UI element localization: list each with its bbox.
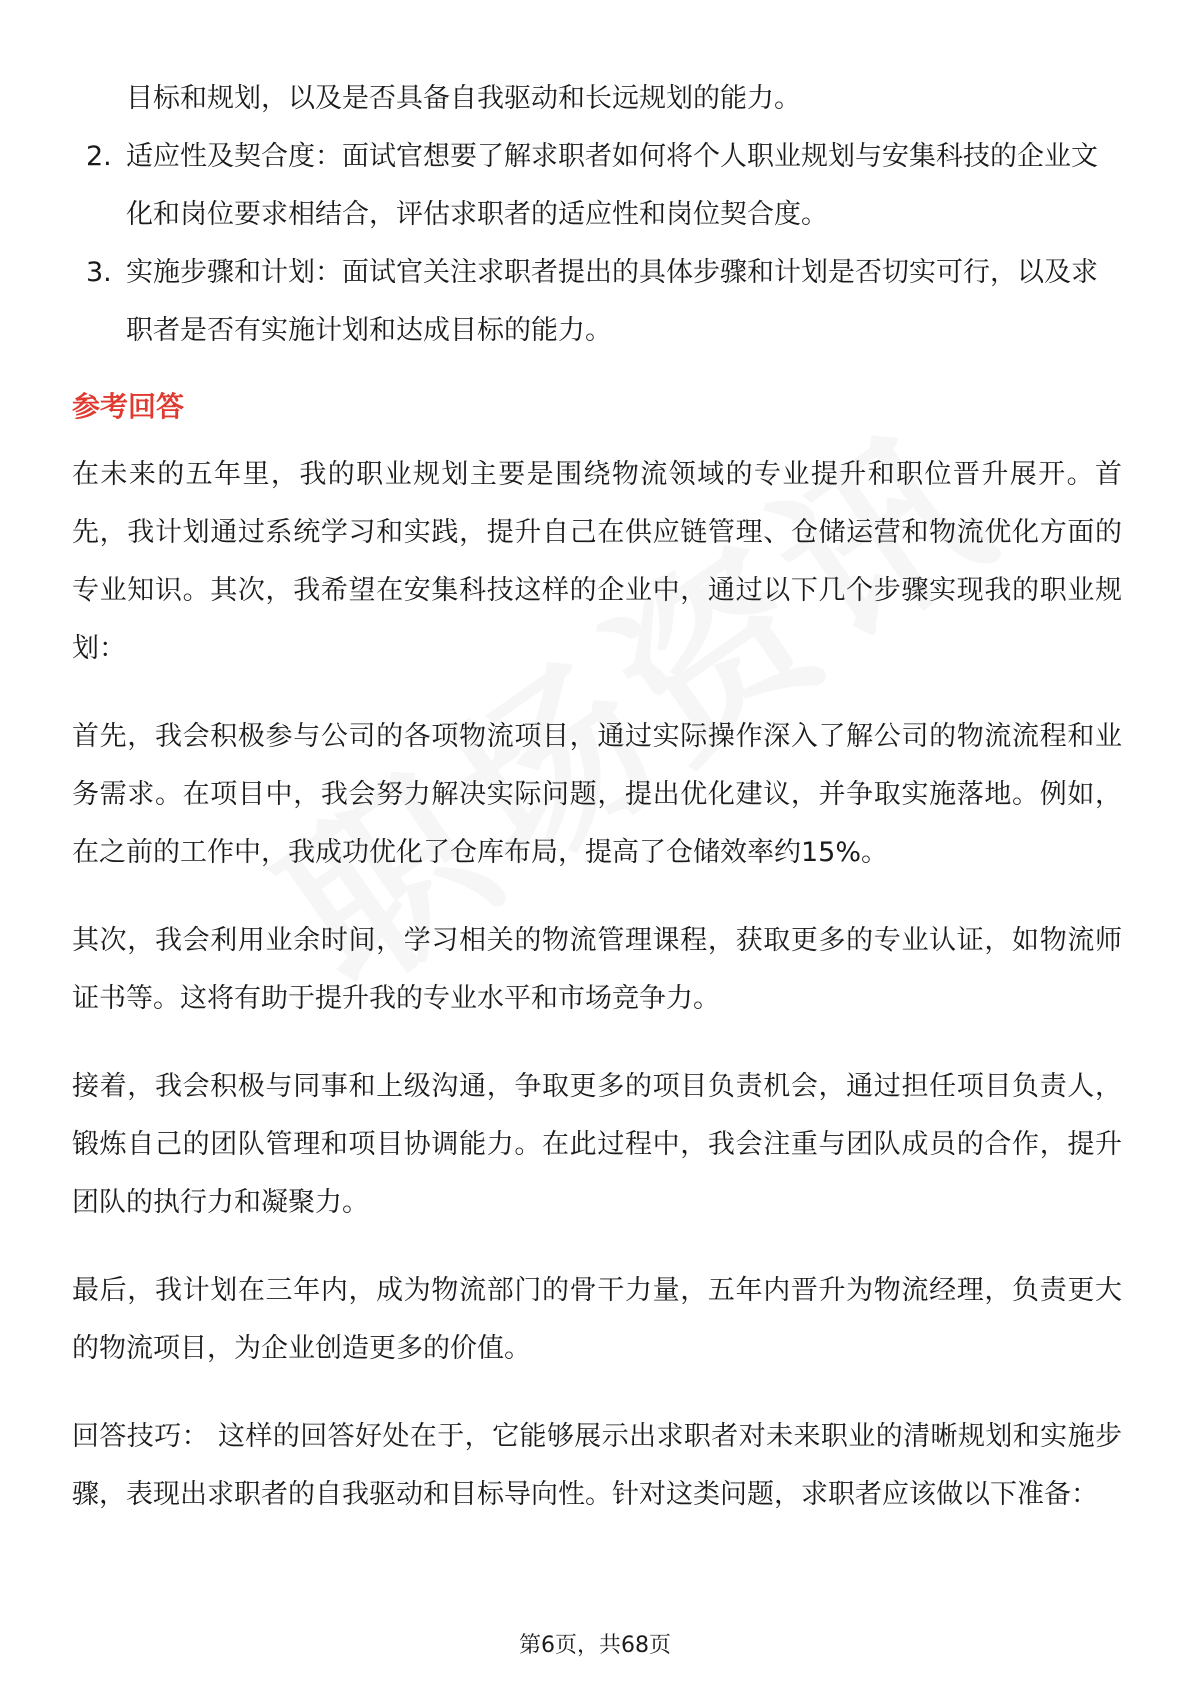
criteria-item [72, 244, 1122, 360]
document-body [72, 70, 1122, 1554]
answer-paragraph: 最后，我计划在三年内，成为物流部门的骨干力量，五年内晋升为物流经理，负责更大的物流项目，为企业创造更多的价值。 [72, 1275, 1122, 1364]
page-number: 第6页，共68页 [519, 1633, 671, 1658]
answer-paragraph: 其次，我会利用业余时间，学习相关的物流管理课程，获取更多的专业认证，如物流师证书等。这将有助于提升我的专业水平和市场竞争力。 [72, 925, 1122, 1014]
criteria-item [72, 128, 1122, 244]
continuation-line: 目标和规划，以及是否具备自我驱动和长远规划的能力。 [126, 83, 801, 114]
answer-paragraph: 接着，我会积极与同事和上级沟通，争取更多的项目负责机会，通过担任项目负责人，锻炼自己的团队管理和项目协调能力。在此过程中，我会注重与团队成员的合作，提升团队的执行力和凝聚力。 [72, 1071, 1122, 1218]
section-title: 参考回答 [72, 390, 185, 423]
criteria-text: 适应性及契合度：面试官想要了解求职者如何将个人职业规划与安集科技的企业文化和岗位要求相结合，评估求职者的适应性和岗位契合度。 [126, 141, 1098, 230]
evaluation-criteria-list [72, 128, 1122, 360]
tip-paragraph: 回答技巧： 这样的回答好处在于，它能够展示出求职者对未来职业的清晰规划和实施步骤，表现出求职者的自我驱动和目标导向性。针对这类问题，求职者应该做以下准备： [72, 1421, 1122, 1510]
criteria-number: 2. [86, 141, 112, 172]
answer-paragraph: 首先，我会积极参与公司的各项物流项目，通过实际操作深入了解公司的物流流程和业务需求。在项目中，我会努力解决实际问题，提出优化建议，并争取实施落地。例如，在之前的工作中，我成功优化了仓库布局，提高了仓储效率约15%。 [72, 721, 1122, 868]
answer-paragraph: 在未来的五年里，我的职业规划主要是围绕物流领域的专业提升和职位晋升展开。首先，我计划通过系统学习和实践，提升自己在供应链管理、仓储运营和物流优化方面的专业知识。其次，我希望在安集科技这样的企业中，通过以下几个步骤实现我的职业规划： [72, 459, 1122, 664]
criteria-text: 实施步骤和计划：面试官关注求职者提出的具体步骤和计划是否切实可行，以及求职者是否有实施计划和达成目标的能力。 [126, 257, 1098, 346]
criteria-number: 3. [86, 257, 112, 288]
